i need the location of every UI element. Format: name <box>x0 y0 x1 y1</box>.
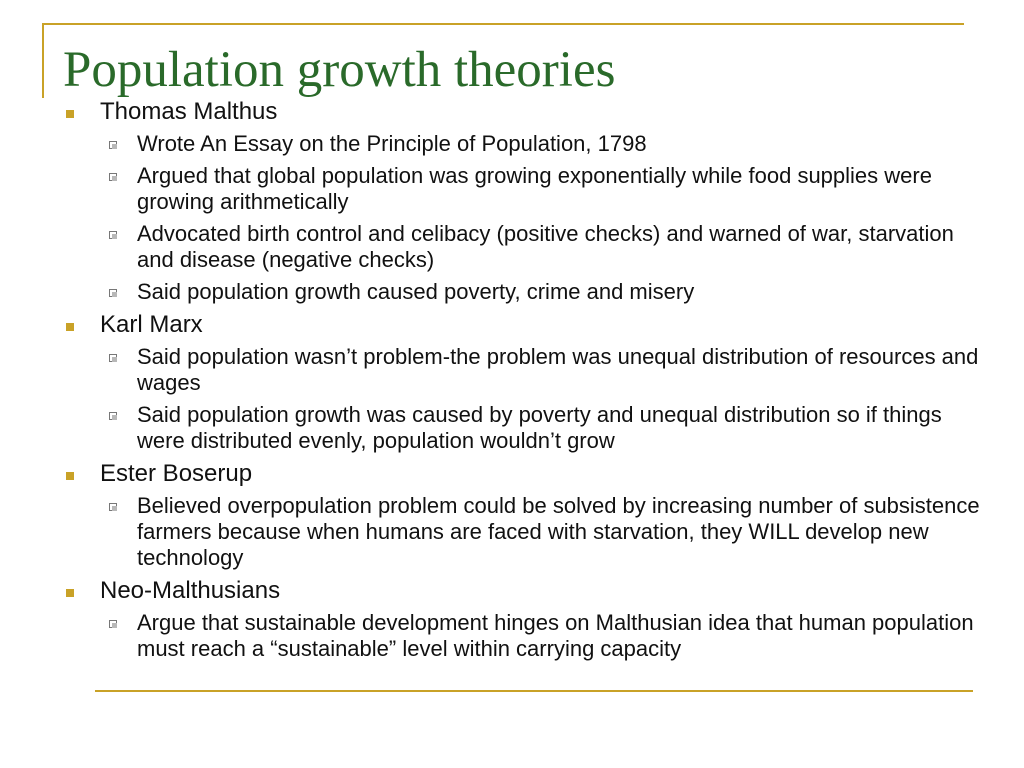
sub-bullet-text: Advocated birth control and celibacy (positive checks) and warned of war, starvation and disease (negative checks) <box>137 221 954 272</box>
sub-bullet-list <box>100 131 980 305</box>
frame-top-rule <box>42 23 964 25</box>
sub-bullet <box>100 493 980 571</box>
bullet-list <box>60 98 980 662</box>
hollow-square-bullet-icon <box>109 354 117 362</box>
sub-bullet <box>100 221 980 273</box>
frame-bottom-rule <box>95 690 973 692</box>
hollow-square-bullet-icon <box>109 289 117 297</box>
hollow-square-bullet-icon <box>109 412 117 420</box>
bullet-neo-malthusians <box>60 577 980 662</box>
frame-left-rule <box>42 23 44 98</box>
sub-bullet-list <box>100 610 980 662</box>
sub-bullet-text: Believed overpopulation problem could be solved by increasing number of subsistence farmers because when humans are faced with starvation, they WILL develop new technology <box>137 493 980 570</box>
hollow-square-bullet-icon <box>109 231 117 239</box>
bullet-label: Ester Boserup <box>100 460 253 487</box>
sub-bullet-text: Argued that global population was growing exponentially while food supplies were growing arithmetically <box>137 163 932 214</box>
sub-bullet <box>100 610 980 662</box>
sub-bullet-text: Said population wasn’t problem-the problem was unequal distribution of resources and wages <box>137 344 979 395</box>
sub-bullet-text: Argue that sustainable development hinges on Malthusian idea that human population must reach a “sustainable” level within carrying capacity <box>137 610 974 661</box>
square-bullet-icon <box>66 110 74 118</box>
sub-bullet <box>100 131 980 157</box>
sub-bullet-text: Wrote An Essay on the Principle of Population, 1798 <box>137 131 647 156</box>
bullet-label: Neo-Malthusians <box>100 577 281 604</box>
sub-bullet-text: Said population growth caused poverty, crime and misery <box>137 279 695 304</box>
sub-bullet <box>100 279 980 305</box>
hollow-square-bullet-icon <box>109 620 117 628</box>
bullet-label: Karl Marx <box>100 311 203 338</box>
sub-bullet <box>100 402 980 454</box>
square-bullet-icon <box>66 472 74 480</box>
sub-bullet <box>100 163 980 215</box>
square-bullet-icon <box>66 323 74 331</box>
bullet-label: Thomas Malthus <box>100 98 278 125</box>
sub-bullet-text: Said population growth was caused by poverty and unequal distribution so if things were distributed evenly, population wouldn’t grow <box>137 402 942 453</box>
bullet-ester-boserup <box>60 460 980 571</box>
slide-title: Population growth theories <box>63 42 616 98</box>
hollow-square-bullet-icon <box>109 141 117 149</box>
hollow-square-bullet-icon <box>109 503 117 511</box>
sub-bullet <box>100 344 980 396</box>
sub-bullet-list <box>100 493 980 571</box>
bullet-karl-marx <box>60 311 980 454</box>
sub-bullet-list <box>100 344 980 454</box>
bullet-thomas-malthus <box>60 98 980 305</box>
square-bullet-icon <box>66 589 74 597</box>
hollow-square-bullet-icon <box>109 173 117 181</box>
